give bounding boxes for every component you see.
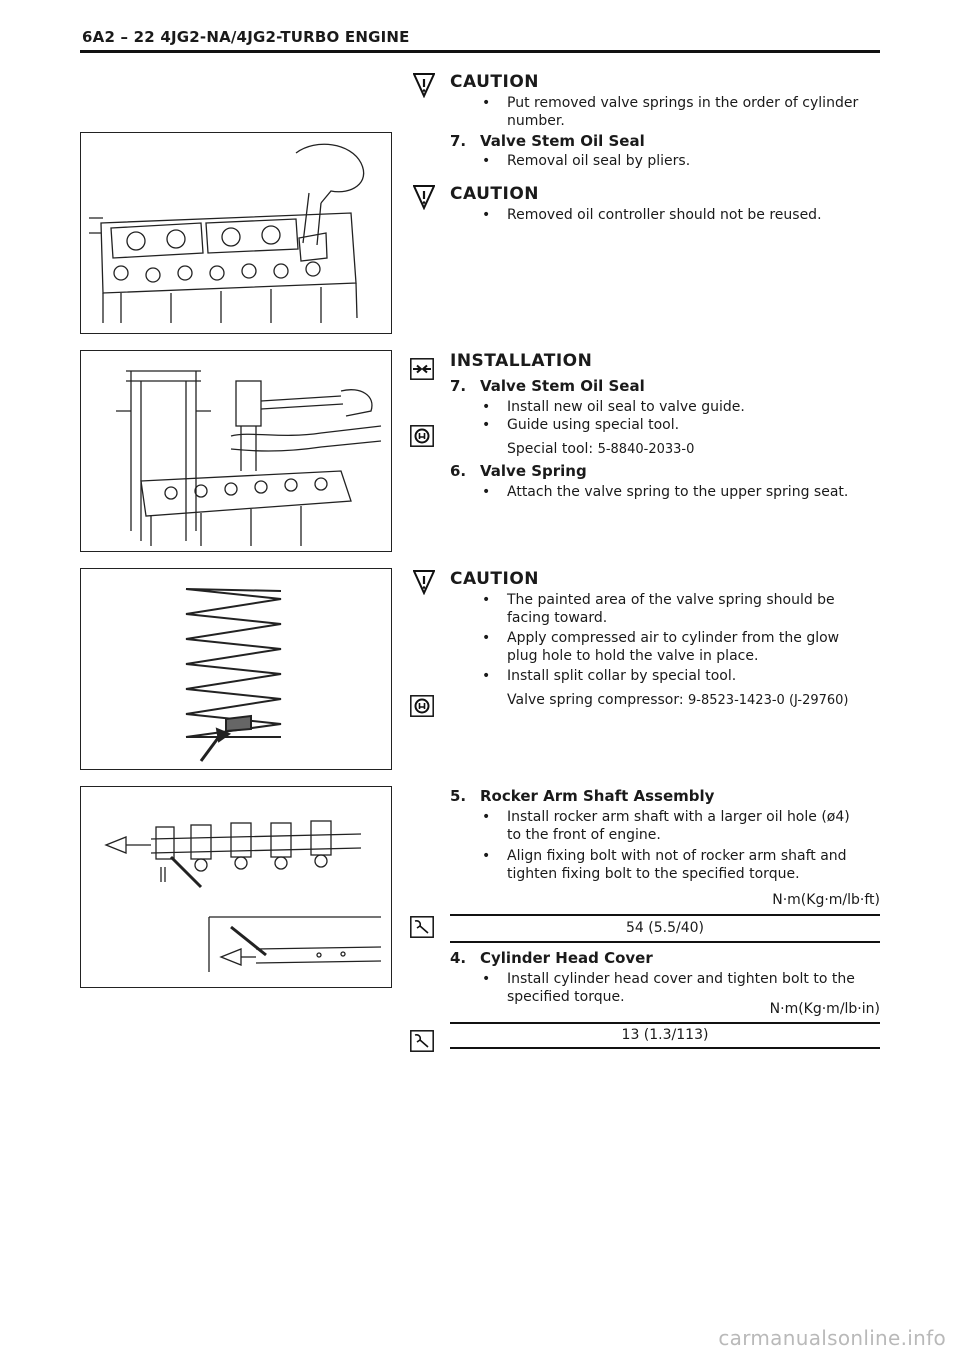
caution-bullet: • Apply compressed air to cylinder from the glow	[482, 630, 840, 646]
torque-rule-top	[450, 1022, 880, 1024]
step-bullet-continued: to the front of engine.	[507, 827, 661, 843]
step-heading-valve-stem-oil-seal: 7. Valve Stem Oil Seal	[450, 377, 645, 395]
step-heading-cylinder-head-cover: 4. Cylinder Head Cover	[450, 949, 653, 967]
caution-bullet: • Removed oil controller should not be reused.	[482, 207, 822, 223]
special-tool-line: Valve spring compressor: 9-8523-1423-0 (J-29760)	[507, 692, 849, 708]
special-tool-icon	[410, 695, 434, 717]
section-heading-installation: INSTALLATION	[450, 351, 593, 371]
caution-triangle-icon	[413, 72, 435, 98]
torque-wrench-icon	[410, 916, 434, 938]
torque-value: 54 (5.5/40)	[626, 920, 704, 936]
special-tool-icon	[410, 425, 434, 447]
step-bullet: • Install new oil seal to valve guide.	[482, 399, 745, 415]
watermark: carmanualsonline.info	[718, 1326, 946, 1350]
installation-arrows-icon	[410, 358, 434, 380]
caution-triangle-icon	[413, 569, 435, 595]
figure-valve-spring	[80, 568, 392, 770]
step-bullet: • Install rocker arm shaft with a larger oil hole (ø4)	[482, 809, 850, 825]
caution-triangle-icon	[413, 184, 435, 210]
page-header: 6A2 – 22 4JG2-NA/4JG2-TURBO ENGINE	[82, 28, 410, 46]
caution-bullet-continued: number.	[507, 113, 565, 129]
torque-rule-bottom	[450, 1047, 880, 1049]
torque-rule-bottom	[450, 941, 880, 943]
torque-unit: N·m(Kg·m/lb·in)	[769, 1001, 880, 1017]
caution-bullet: • The painted area of the valve spring should be	[482, 592, 835, 608]
step-heading-rocker-arm-shaft: 5. Rocker Arm Shaft Assembly	[450, 787, 715, 805]
caution-heading: CAUTION	[450, 72, 540, 92]
step-bullet-continued: tighten fixing bolt to the specified torque.	[507, 866, 800, 882]
step-bullet: • Align fixing bolt with not of rocker arm shaft and	[482, 848, 847, 864]
caution-heading: CAUTION	[450, 569, 540, 589]
caution-bullet: • Put removed valve springs in the order of cylinder	[482, 95, 859, 111]
figure-oil-seal-installation	[80, 350, 392, 552]
torque-rule-top	[450, 914, 880, 916]
caution-bullet: • Install split collar by special tool.	[482, 668, 737, 684]
step-bullet-continued: specified torque.	[507, 989, 625, 1005]
torque-wrench-icon	[410, 1030, 434, 1052]
header-rule	[80, 50, 880, 53]
step-heading-valve-stem-oil-seal: 7. Valve Stem Oil Seal	[450, 132, 645, 150]
torque-value: 13 (1.3/113)	[621, 1027, 709, 1043]
caution-heading: CAUTION	[450, 184, 540, 204]
step-heading-valve-spring: 6. Valve Spring	[450, 462, 587, 480]
figure-rocker-arm-shaft	[80, 786, 392, 988]
caution-bullet-continued: facing toward.	[507, 610, 608, 626]
step-bullet: • Attach the valve spring to the upper spring seat.	[482, 484, 849, 500]
torque-unit: N·m(Kg·m/lb·ft)	[772, 892, 880, 908]
step-bullet: • Guide using special tool.	[482, 417, 680, 433]
caution-bullet-continued: plug hole to hold the valve in place.	[507, 648, 759, 664]
special-tool-line: Special tool: 5-8840-2033-0	[507, 441, 695, 457]
step-bullet: • Removal oil seal by pliers.	[482, 153, 691, 169]
step-bullet: • Install cylinder head cover and tighten bolt to the	[482, 971, 855, 987]
figure-oil-seal-removal	[80, 132, 392, 334]
